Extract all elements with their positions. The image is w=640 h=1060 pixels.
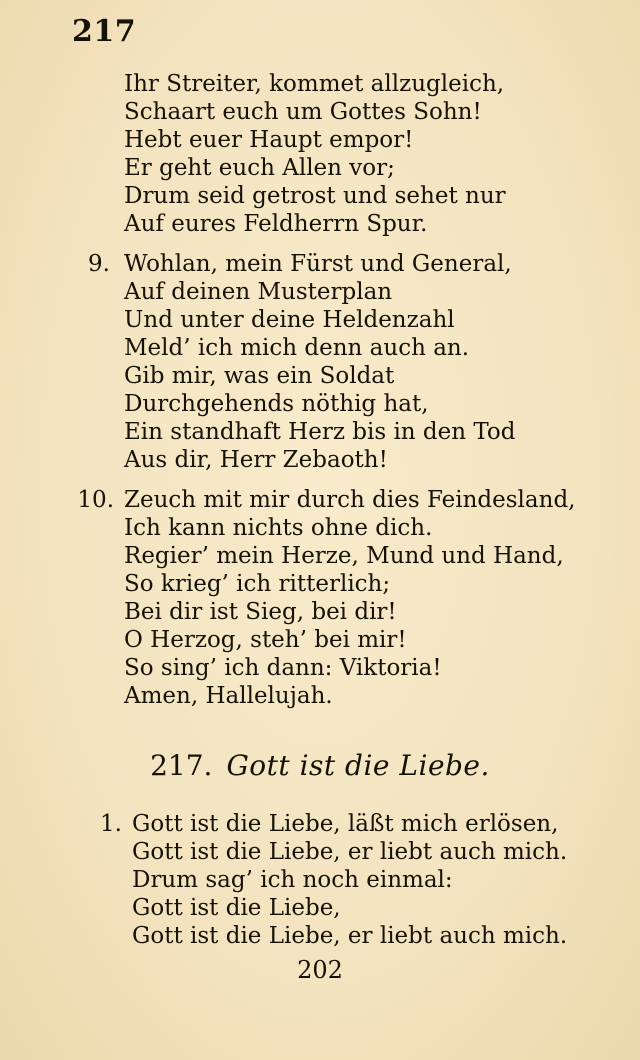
verse-line: Durchgehends nöthig hat,: [124, 391, 429, 417]
verse-line: Ein standhaft Herz bis in den Tod: [124, 419, 516, 445]
hymn-heading: [0, 748, 640, 784]
running-hymn-number: 217: [72, 14, 137, 49]
verse-line: Bei dir ist Sieg, bei dir!: [124, 599, 397, 625]
verse-line: Gott ist die Liebe,: [132, 895, 341, 921]
page-number: 202: [297, 956, 343, 984]
verse-line: Zeuch mit mir durch dies Feindesland,: [124, 487, 576, 513]
hymn-title: Gott ist die Liebe.: [226, 749, 490, 782]
verse-line: Amen, Hallelujah.: [124, 683, 333, 709]
verse-line: O Herzog, steh’ bei mir!: [124, 627, 407, 653]
verse-line: Meld’ ich mich denn auch an.: [124, 335, 470, 361]
verse-line: Drum seid getrost und sehet nur: [124, 183, 506, 209]
verse-number: 10.: [77, 487, 114, 513]
verse-line: Auf deinen Musterplan: [124, 279, 393, 305]
verse-line: Auf eures Feldherrn Spur.: [124, 211, 428, 237]
verse-line: Aus dir, Herr Zebaoth!: [124, 447, 388, 473]
verse-number: 1.: [100, 811, 122, 837]
verse-number: 9.: [88, 251, 110, 277]
verse-line: So krieg’ ich ritterlich;: [124, 571, 391, 597]
verse-line: Gott ist die Liebe, er liebt auch mich.: [132, 923, 568, 949]
verse-line: Gib mir, was ein Soldat: [124, 363, 395, 389]
verse-line: Gott ist die Liebe, läßt mich erlösen,: [132, 811, 559, 837]
verse-line: Wohlan, mein Fürst und General,: [124, 251, 512, 277]
verse-line: Regier’ mein Herze, Mund und Hand,: [124, 543, 564, 569]
verse-line: Ich kann nichts ohne dich.: [124, 515, 433, 541]
verse-line: Gott ist die Liebe, er liebt auch mich.: [132, 839, 568, 865]
verse-line: So sing’ ich dann: Viktoria!: [124, 655, 442, 681]
verse-line: Ihr Streiter, kommet allzugleich,: [124, 71, 505, 97]
verse-line: Drum sag’ ich noch einmal:: [132, 867, 453, 893]
verse-line: Er geht euch Allen vor;: [124, 155, 395, 181]
verse-line: Schaart euch um Gottes Sohn!: [124, 99, 482, 125]
hymn-number: 217.: [150, 749, 213, 782]
verse-line: Und unter deine Heldenzahl: [124, 307, 455, 333]
verse-line: Hebt euer Haupt empor!: [124, 127, 414, 153]
